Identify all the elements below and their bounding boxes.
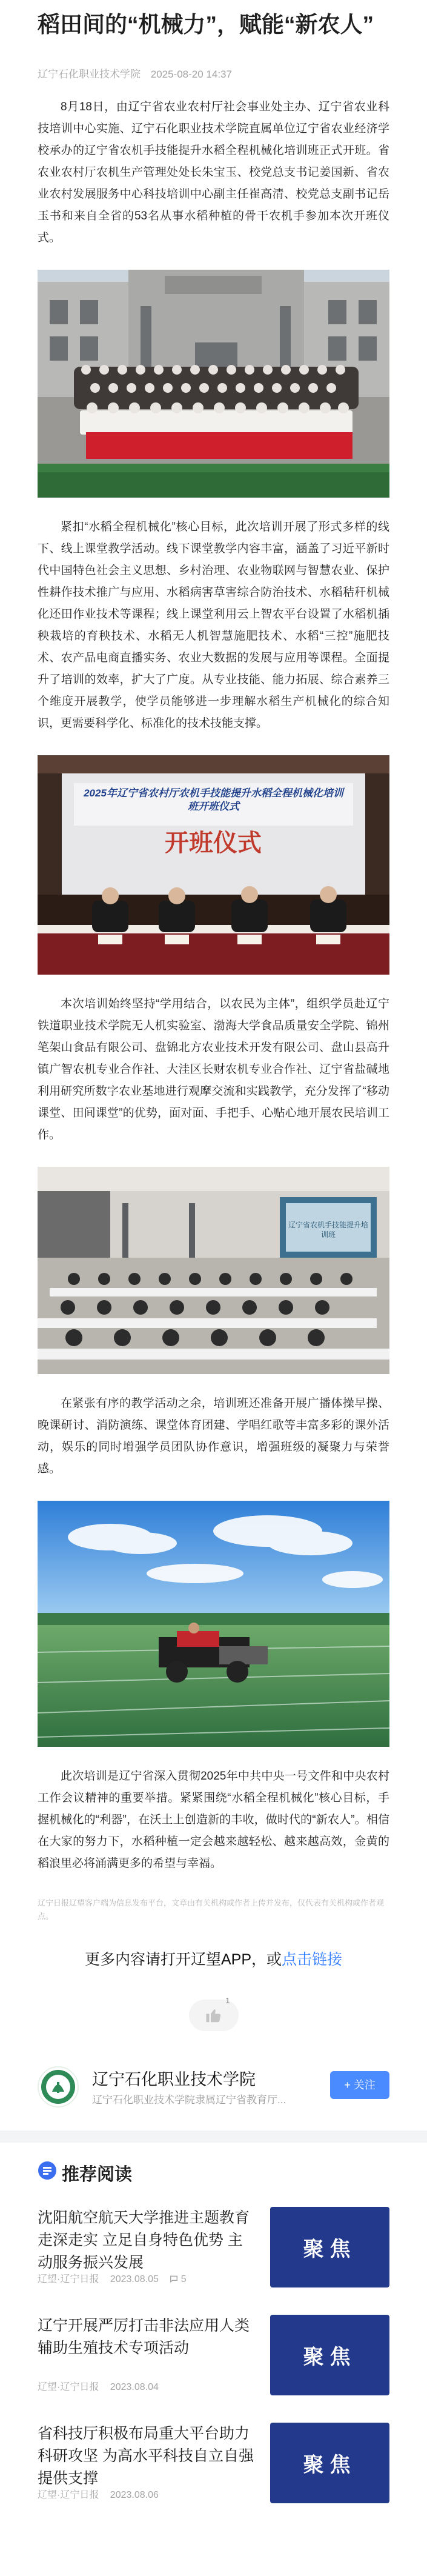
- recommend-item-meta: [38, 2271, 204, 2285]
- recommend-item-source: 辽望·辽宁日报: [38, 2490, 99, 2500]
- paragraph-5: 此次培训是辽宁省深入贯彻2025年中共中央一号文件和中央农村工作会议精神的重要举措。紧紧围绕“水稻全程机械化”核心目标，手握机械化的“利器”，在沃土上创造新的丰收，做时代的“新农人”。相信在大家的努力下，水稻种植一定会越来越轻松、越来越高效，金黄的稻浪里必将涌满更多的希望与幸福。: [38, 1770, 389, 1870]
- thumbs-up-icon: [205, 2006, 223, 2024]
- recommend-item-1[interactable]: [38, 2196, 389, 2304]
- article-title: 稻田间的“机械力”，赋能“新农人”: [38, 12, 374, 37]
- recommend-icon: [38, 2161, 57, 2180]
- thumbnail-label: 聚焦: [303, 2346, 357, 2369]
- paragraph-4: 在紧张有序的教学活动之余，培训班还准备开展广播体操早操、晚课研讨、消防演练、课堂体育团建、学唱红歌等丰富多彩的课外活动，娱乐的同时增强学员团队协作意识，增强班级的凝聚力与荣誉感。: [38, 1397, 389, 1475]
- like-button[interactable]: [189, 1996, 239, 2031]
- recommend-item-title: 辽宁开展严厉打击非法应用人类辅助生殖技术专项活动: [38, 2317, 250, 2357]
- recommend-header: [0, 2143, 427, 2196]
- follow-button[interactable]: + 关注: [330, 2071, 389, 2099]
- recommend-item-thumbnail: [270, 2315, 389, 2395]
- recommend-item-title: 省科技厅积极布局重大平台助力科研攻坚 为高水平科技自立自强提供支撑: [38, 2425, 254, 2487]
- article-date: 2025-08-20 14:37: [150, 68, 232, 80]
- disclaimer: 辽宁日报辽望客户端为信息发布平台，文章由有关机构或作者上传并发布，仅代表有关机构或作者观点。: [38, 1898, 385, 1921]
- comment-icon: [170, 2275, 178, 2283]
- thumbnail-label: 聚焦: [303, 2454, 357, 2477]
- school-logo: [38, 2066, 79, 2107]
- recommend-item-date: 2023.08.04: [110, 2382, 159, 2392]
- like-count: 1: [225, 1996, 230, 2005]
- recommend-item-source: 辽望·辽宁日报: [38, 2274, 99, 2284]
- group-photo-image: [38, 270, 389, 498]
- recommend-title: 推荐阅读: [62, 2165, 133, 2184]
- classroom-screen-text: 辽宁省农机手技能提升培训班: [288, 1221, 368, 1239]
- thumbnail-label: 聚焦: [303, 2238, 357, 2261]
- open-app-text: 更多内容请打开辽望APP，或: [84, 1951, 282, 1968]
- recommend-item-meta: [38, 2379, 167, 2393]
- opening-ceremony-photo[interactable]: [38, 755, 389, 978]
- slide-title: 2025年辽宁省农村厅农机手技能提升水稻全程机械化培训班开班仪式: [84, 787, 343, 812]
- rice-field-image: [38, 1501, 389, 1747]
- article-source[interactable]: 辽宁石化职业技术学院: [38, 68, 141, 80]
- click-link[interactable]: 点击链接: [282, 1951, 343, 1968]
- recommend-item-date: 2023.08.06: [110, 2490, 159, 2500]
- section-divider: [0, 2131, 427, 2143]
- source-name[interactable]: 辽宁石化职业技术学院: [92, 2070, 256, 2089]
- recommend-item-source: 辽望·辽宁日报: [38, 2382, 99, 2392]
- open-app-prompt: [38, 1947, 389, 1969]
- recommend-item-3[interactable]: [38, 2412, 389, 2520]
- recommend-item-title: 沈阳航空航天大学推进主题教育走深走实 立足自身特色优势 主动服务振兴发展: [38, 2209, 250, 2271]
- like-area: [38, 1996, 389, 2031]
- recommend-item-date: 2023.08.05: [110, 2274, 159, 2284]
- group-photo[interactable]: [38, 270, 389, 501]
- paragraph-2: 紧扣“水稻全程机械化”核心目标，此次培训开展了形式多样的线下、线上课堂教学活动。线下课堂教学内容丰富，涵盖了习近平新时代中国特色社会主义思想、乡村治理、农业物联网与智慧农业、保护性耕作技术推广与应用、水稻病害草害综合防治技术、水稻秸秆机械化还田作业技术等课程；线上课堂利用云上智农平台设置了水稻机插秧栽培的育秧技术、水稻无人机智慧施肥技术、水稻“三控”施肥技术、农产品电商直播实务、农业大数据的发展与应用等课程。全面提升了培训的效率，扩大了广度。从专业技能、能力拓展、综合素养三个维度开展教学，使学员能够进一步理解水稻生产机械化的综合知识，更需要科学化、标准化的技术技能支撑。: [38, 521, 389, 730]
- recommend-item-thumbnail: [270, 2207, 389, 2287]
- rice-field-photo[interactable]: [38, 1501, 389, 1750]
- source-description: 辽宁石化职业技术学院隶属辽宁省教育厅...: [92, 2094, 286, 2106]
- source-card[interactable]: [38, 2058, 389, 2114]
- recommend-item-thumbnail: [270, 2423, 389, 2503]
- recommend-item-comments: 5: [180, 2274, 187, 2284]
- article-meta: [38, 65, 389, 81]
- classroom-image: [38, 1167, 389, 1374]
- classroom-photo[interactable]: [38, 1167, 389, 1377]
- recommend-item-2[interactable]: [38, 2304, 389, 2412]
- comment-count: [170, 2274, 194, 2284]
- svg-text:开班仪式: 开班仪式: [165, 829, 262, 856]
- school-logo-icon: [39, 2067, 78, 2106]
- paragraph-3: 本次培训始终坚持“学用结合，以农民为主体”，组织学员赴辽宁铁道职业技术学院无人机实验室、渤海大学食品质量安全学院、锦州笔架山食品有限公司、盘锦北方农业技术开发有限公司、盘山县高升镇广智农机专业合作社、大洼区长财农机专业合作社、辽宁省盐碱地利用研究所数字农业基地进行观摩交流和实践教学，充分发挥了“移动课堂、田间课堂”的优势，面对面、手把手、心贴心地开展农民培训工作。: [38, 998, 389, 1141]
- recommend-item-meta: [38, 2487, 167, 2501]
- paragraph-1: 8月18日，由辽宁省农业农村厅社会事业处主办、辽宁省农业科技培训中心实施、辽宁石化职业技术学院直属单位辽宁省农业经济学校承办的辽宁省农机手技能提升水稻全程机械化培训班正式开班。省农业农村厅农机生产管理处处长朱宝玉、校党总支书记姜国新、省农业农村发展服务中心科技培训中心副主任崔高清、校党总支副书记岳玉书和来自全省的53名从事水稻种植的骨干农机手参加本次开班仪式。: [38, 101, 389, 244]
